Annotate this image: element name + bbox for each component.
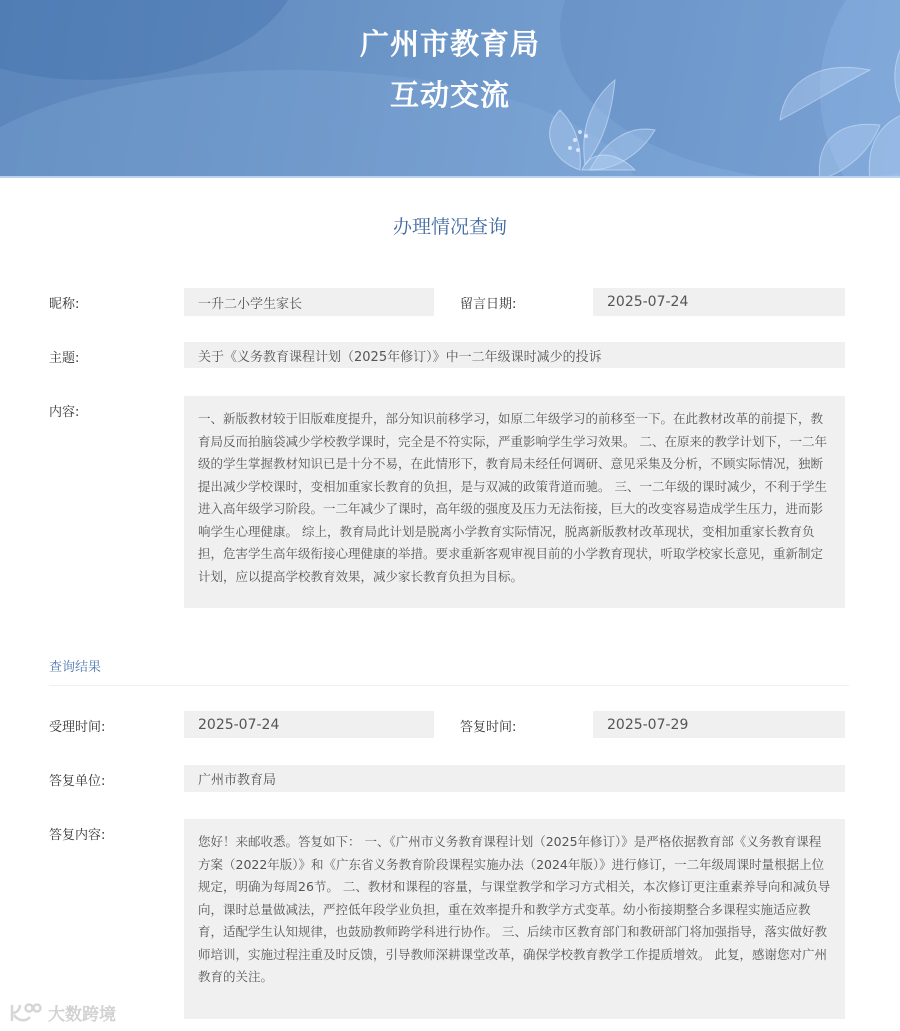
message-date-label: 留言日期:	[460, 297, 517, 312]
reply-content-textarea: 您好！来邮收悉。答复如下： 一、《广州市义务教育课程计划（2025年修订）》是严格依据教育部《义务教育课程方案（2022年版）》和《广东省义务教育阶段课程实施办法（2024年版）》进行修订，一二年级周课时量根据上位规定，明确为每周26节。 二、教材和课程的容量，与课堂教学和学习方式相关，本次修订更注重素养导向和减负导向，课时总量做减法，严控低年段学业负担，重在效率提升和教学方式变革。幼小衔接期整合多课程实施适应教育，适配学生认知规律，也鼓励教师跨学科进行协作。 三、后续市区教育部门和教研部门将加强指导，落实做好教师培训，实施过程注重及时反馈，引导教师深耕课堂改革，确保学校教育教学工作提质增效。 此复，感谢您对广州教育的关注。	[184, 819, 845, 1019]
accept-time-label: 受理时间:	[49, 720, 106, 735]
content-label: 内容:	[49, 405, 80, 420]
watermark-text: 大数跨境	[48, 1005, 116, 1025]
content-textarea: 一、新版教材较于旧版难度提升，部分知识前移学习，如原二年级学习的前移至一下。在此教材改革的前提下，教育局反而拍脑袋减少学校教学课时，完全是不符实际，严重影响学生学习效果。 二、在原来的教学计划下，一二年级的学生掌握教材知识已是十分不易，在此情形下，教育局未经任何调研、意见采集及分析，不顾实际情况，独断提出减少学校课时，变相加重家长教育的负担，是与双减的政策背道而驰。 三、一二年级的课时减少，不利于学生进入高年级学习阶段。一二年减少了课时，高年级的强度及压力无法衔接，巨大的改变容易造成学生压力，进而影响学生心理健康。 综上，教育局此计划是脱离小学教育实际情况，脱离新版教材改革现状，变相加重家长教育负担，危害学生高年级衔接心理健康的举措。要求重新客观审视目前的小学教育现状，听取学校家长意见，重新制定计划，应以提高学校教育效果，减少家长教育负担为目标。	[184, 396, 845, 608]
message-date-field: 2025-07-24	[593, 288, 845, 316]
banner-title: 广州市教育局	[359, 27, 540, 61]
query-result-heading: 查询结果	[49, 660, 102, 675]
section-divider	[49, 685, 849, 686]
reply-unit-label: 答复单位:	[49, 774, 106, 789]
banner-subtitle: 互动交流	[389, 78, 510, 112]
reply-time-field: 2025-07-29	[593, 711, 845, 738]
nickname-label: 昵称:	[49, 297, 80, 312]
reply-content-label: 答复内容:	[49, 828, 106, 843]
subject-label: 主题:	[49, 351, 80, 366]
reply-unit-field: 广州市教育局	[184, 765, 845, 792]
nickname-field: 一升二小学生家长	[184, 288, 434, 316]
reply-time-label: 答复时间:	[460, 720, 517, 735]
k100-logo-icon	[8, 1002, 42, 1024]
page-title: 办理情况查询	[392, 216, 507, 238]
watermark	[8, 1000, 116, 1025]
header-banner	[0, 0, 900, 178]
accept-time-field: 2025-07-24	[184, 711, 434, 738]
subject-field: 关于《义务教育课程计划（2025年修订）》中一二年级课时减少的投诉	[184, 342, 845, 368]
